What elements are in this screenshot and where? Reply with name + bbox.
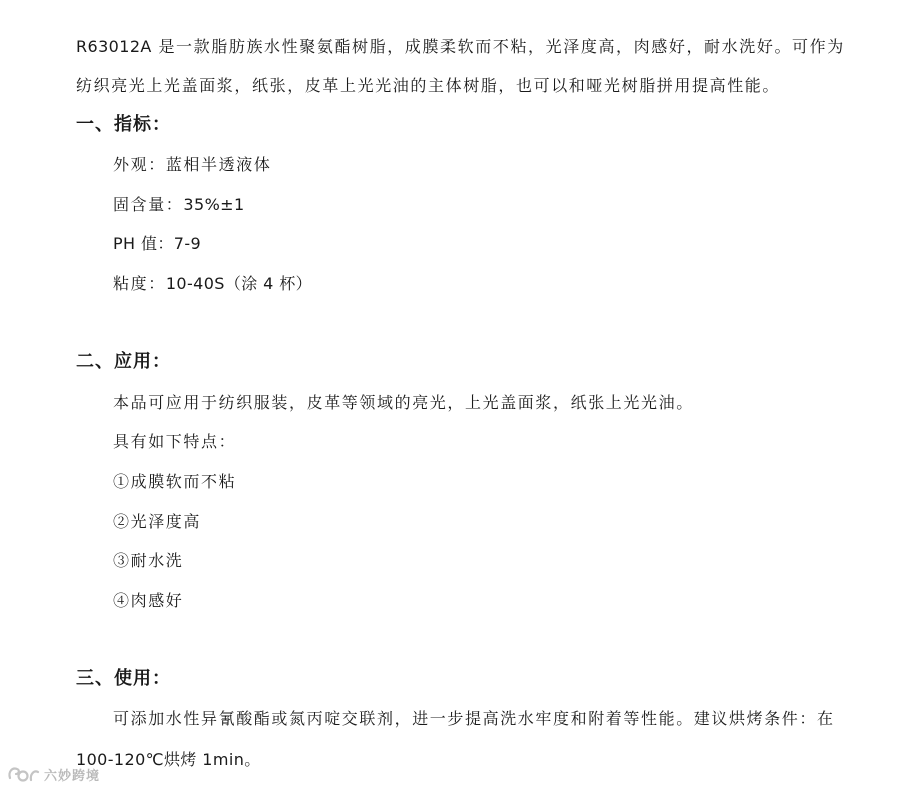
spec-item-appearance bbox=[113, 155, 271, 175]
intro-line-1 bbox=[76, 37, 845, 57]
spec-value: 35%±1 bbox=[183, 195, 245, 214]
watermark-text: 六妙跨境 bbox=[44, 768, 101, 784]
spec-item-ph bbox=[113, 234, 201, 254]
spec-value: 7-9 bbox=[173, 234, 202, 253]
spec-label: 固含量： bbox=[113, 195, 184, 214]
watermark bbox=[6, 764, 100, 784]
spec-item-solid-content bbox=[113, 195, 245, 215]
product-code: R63012A bbox=[76, 37, 152, 56]
spec-item-viscosity bbox=[113, 274, 312, 294]
spec-value: 10-40S（涂 4 杯） bbox=[165, 274, 313, 293]
spec-label: PH 值： bbox=[113, 234, 174, 253]
spec-label: 粘度： bbox=[113, 274, 166, 293]
section-1-heading: 一、指标： bbox=[76, 114, 171, 135]
usage-line-1: 可添加水性异氰酸酯或氮丙啶交联剂，进一步提高洗水牢度和附着等性能。建议烘烤条件：在 bbox=[113, 709, 835, 728]
intro-line-2: 纺织亮光上光盖面浆，纸张，皮革上光光油的主体树脂，也可以和哑光树脂拼用提高性能。 bbox=[76, 76, 781, 95]
feature-item: ④肉感好 bbox=[113, 591, 184, 610]
intro-text: 是一款脂肪族水性聚氨酯树脂，成膜柔软而不粘，光泽度高，肉感好，耐水洗好。可作为 bbox=[151, 37, 845, 56]
feature-item: ①成膜软而不粘 bbox=[113, 472, 237, 491]
spec-label: 外观： bbox=[113, 155, 166, 174]
spec-value: 蓝相半透液体 bbox=[165, 155, 272, 174]
watermark-logo-icon bbox=[6, 764, 40, 784]
feature-item: ③耐水洗 bbox=[113, 551, 184, 570]
section-3-heading: 三、使用： bbox=[76, 668, 171, 689]
application-description: 本品可应用于纺织服装，皮革等领域的亮光，上光盖面浆，纸张上光光油。 bbox=[113, 393, 694, 412]
section-2-heading: 二、应用： bbox=[76, 351, 171, 372]
feature-item: ②光泽度高 bbox=[113, 512, 202, 531]
usage-line-2: 100-120℃烘烤 1min。 bbox=[76, 750, 261, 769]
features-intro: 具有如下特点： bbox=[113, 432, 237, 451]
